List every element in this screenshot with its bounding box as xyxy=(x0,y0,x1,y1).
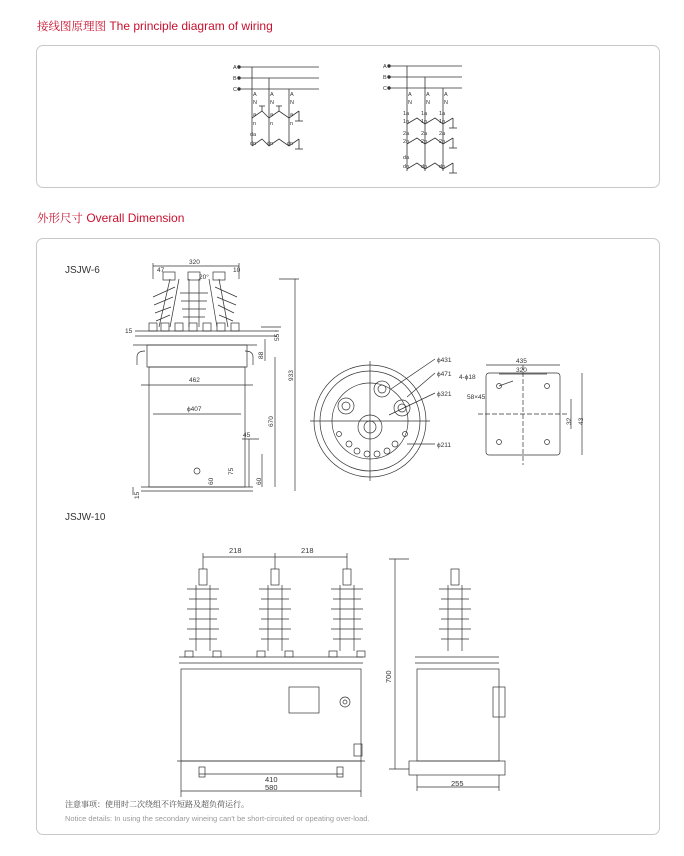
jsjw6-front-labels xyxy=(125,259,295,499)
jsjw10-dim-218b: 218 xyxy=(301,546,314,555)
right-term-2a2: 2a xyxy=(421,131,428,137)
left-term-a3: A xyxy=(290,92,294,98)
right-term-a3: A xyxy=(444,92,448,98)
right-term-2a1: 2a xyxy=(403,131,410,137)
dimension-panel xyxy=(36,238,660,835)
right-term-1a1: 1a xyxy=(403,111,410,117)
jsjw10-dim-218a: 218 xyxy=(229,546,242,555)
left-term-da1: da xyxy=(250,132,257,138)
right-term-dn1: dn xyxy=(403,164,410,170)
jsjw6-dim-55: 55 xyxy=(274,333,281,341)
notice-cn: 注意事项：使用时二次绕组不许短路及超负荷运行。 xyxy=(65,800,249,809)
right-phase-c: C xyxy=(383,86,387,92)
wiring-right-labels xyxy=(383,64,448,170)
left-term-sa2: a xyxy=(270,112,274,118)
wiring-section-title xyxy=(37,18,273,34)
jsjw6-label: JSJW-6 xyxy=(65,265,100,276)
wiring-diagram-svg xyxy=(37,46,659,187)
right-term-2n2: 2n xyxy=(421,139,428,145)
right-term-a2: A xyxy=(426,92,430,98)
left-term-sa1: a xyxy=(253,112,257,118)
left-term-a2: A xyxy=(270,92,274,98)
jsjw6-base-view xyxy=(478,365,582,465)
left-term-n3: N xyxy=(290,100,294,106)
jsjw6-dim-10: 10 xyxy=(233,267,241,274)
right-term-2n1: 2n xyxy=(403,139,410,145)
left-term-sn2: n xyxy=(270,121,274,127)
right-term-a1: A xyxy=(408,92,412,98)
jsjw6-dim-88: 88 xyxy=(258,351,265,359)
jsjw6-top-bolts xyxy=(337,432,408,458)
jsjw6-base-435: 435 xyxy=(516,358,527,365)
dimension-title-cn: 外形尺寸 xyxy=(37,211,83,225)
left-phase-a: A xyxy=(233,65,237,71)
left-term-sa3: a xyxy=(290,112,294,118)
jsjw6-base-43: 43 xyxy=(578,417,585,425)
right-term-dn2: dn xyxy=(421,164,428,170)
right-phase-a: A xyxy=(383,64,387,70)
right-term-2n3: 2n xyxy=(439,139,446,145)
jsjw6-insulator-left xyxy=(153,272,179,327)
jsjw6-dim-15: 15 xyxy=(125,328,133,335)
left-term-dn2: dn xyxy=(267,141,274,147)
wiring-title-cn: 接线图原理图 xyxy=(37,19,106,33)
right-term-2a3: 2a xyxy=(439,131,446,137)
jsjw6-base-320: 320 xyxy=(516,367,527,374)
right-term-n1: N xyxy=(408,100,412,106)
jsjw6-dim-20deg: 20° xyxy=(199,274,209,281)
right-term-da1: da xyxy=(403,155,410,161)
left-term-n2: N xyxy=(270,100,274,106)
jsjw6-top-321: ϕ321 xyxy=(437,391,452,398)
jsjw6-dim-47: 47 xyxy=(157,267,165,274)
jsjw6-base-holes: 4-ϕ18 xyxy=(459,374,476,381)
jsjw6-dim-933: 933 xyxy=(288,370,295,381)
jsjw6-dim-407: ϕ407 xyxy=(187,406,202,413)
left-term-dn1: dn xyxy=(250,141,257,147)
jsjw10-dim-580: 580 xyxy=(265,783,278,792)
jsjw10-dim-700: 700 xyxy=(384,670,393,683)
right-term-1n3: 1n xyxy=(439,119,446,125)
right-term-dn3: dn xyxy=(439,164,446,170)
jsjw10-dim-255: 255 xyxy=(451,779,464,788)
jsjw10-insulator-left xyxy=(187,569,219,651)
jsjw10-insulator-right xyxy=(331,569,363,651)
jsjw6-dim-462: 462 xyxy=(189,377,200,384)
jsjw6-dim-320: 320 xyxy=(189,259,200,266)
jsjw6-dim-45: 45 xyxy=(243,432,251,439)
wiring-title-en: The principle diagram of wiring xyxy=(109,19,273,33)
right-term-1a2: 1a xyxy=(421,111,428,117)
jsjw6-base-58x45: 58×45 xyxy=(467,394,486,401)
jsjw10-side-view xyxy=(409,569,505,791)
jsjw6-dim-15b: 15 xyxy=(134,491,141,499)
right-term-n3: N xyxy=(444,100,448,106)
right-term-1n2: 1n xyxy=(421,119,428,125)
left-phase-c: C xyxy=(233,87,237,93)
jsjw6-top-211: ϕ211 xyxy=(437,442,452,449)
notice-en: Notice details: In using the secondary wineing can't be short-circuited or opeating over-load. xyxy=(65,814,370,823)
right-term-1a3: 1a xyxy=(439,111,446,117)
jsjw6-insulator-right xyxy=(209,272,237,327)
jsjw10-front-view xyxy=(177,553,409,797)
jsjw6-front-view xyxy=(133,263,299,495)
jsjw6-dim-60b: 60 xyxy=(256,477,263,485)
jsjw6-top-431: ϕ431 xyxy=(437,357,452,364)
jsjw6-terminal-row xyxy=(149,323,239,331)
right-term-1n1: 1n xyxy=(403,119,410,125)
left-term-n1: N xyxy=(253,100,257,106)
jsjw6-dim-75: 75 xyxy=(228,467,235,475)
jsjw6-top-labels xyxy=(437,357,452,449)
left-term-sn1: n xyxy=(253,121,257,127)
jsjw6-dim-60a: 60 xyxy=(208,477,215,485)
jsjw6-base-32: 32 xyxy=(566,417,573,425)
left-term-sn3: n xyxy=(290,121,294,127)
jsjw6-dim-670: 670 xyxy=(268,416,275,427)
dimension-drawing-svg xyxy=(37,239,659,834)
dimension-title-en: Overall Dimension xyxy=(86,211,185,225)
jsjw10-label: JSJW-10 xyxy=(65,512,106,523)
jsjw10-insulator-middle xyxy=(259,569,291,651)
jsjw6-top-471: ϕ471 xyxy=(437,371,452,378)
left-phase-b: B xyxy=(233,76,237,82)
dimension-section-title xyxy=(37,210,184,226)
jsjw6-top-view xyxy=(310,359,435,481)
left-term-dn3: dn xyxy=(287,141,294,147)
left-term-a1: A xyxy=(253,92,257,98)
right-phase-b: B xyxy=(383,75,387,81)
jsjw10-dim-410: 410 xyxy=(265,775,278,784)
right-term-n2: N xyxy=(426,100,430,106)
wiring-diagram-panel xyxy=(36,45,660,188)
jsjw6-base-labels xyxy=(459,358,585,425)
